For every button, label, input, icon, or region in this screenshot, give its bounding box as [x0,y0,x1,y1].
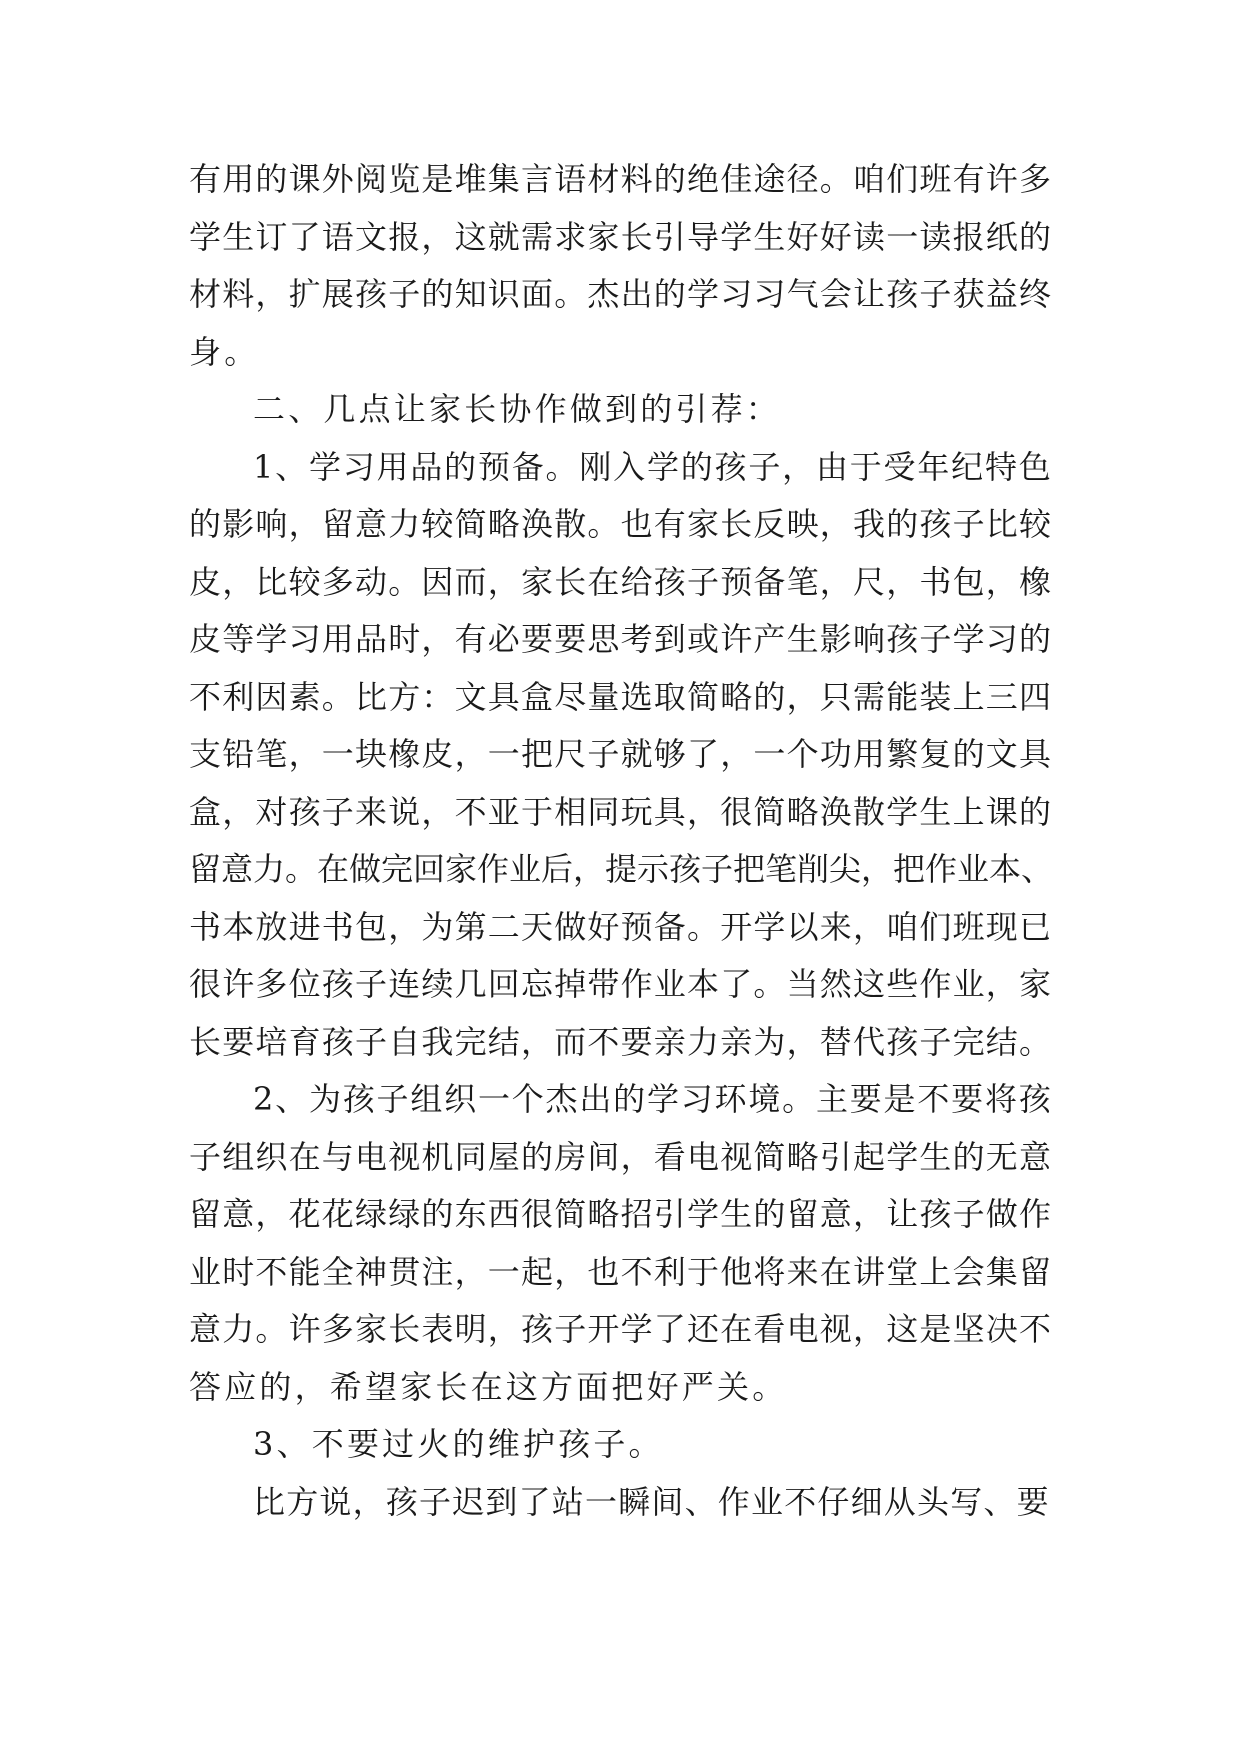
text-line: 书本放进书包，为第二天做好预备。开学以来，咱们班现已 [189,907,1053,946]
text-line: 盒，对孩子来说，不亚于相同玩具，很简略涣散学生上课的 [189,792,1053,831]
text-line: 意力。许多家长表明，孩子开学了还在看电视，这是坚决不 [189,1310,1053,1348]
text-line: 长要培育孩子自我完结，而不要亲力亲为，替代孩子完结。 [189,1022,1053,1061]
text-line: 3、不要过火的维护孩子。 [253,1425,664,1463]
text-line: 身。 [189,332,260,371]
text-line: 材料，扩展孩子的知识面。杰出的学习习气会让孩子获益终 [189,275,1053,313]
text-line: 1、学习用品的预备。刚入学的孩子，由于受年纪特色 [253,447,1053,486]
text-line: 的影响，留意力较简略涣散。也有家长反映，我的孩子比较 [189,505,1053,543]
text-line: 不利因素。比方：文具盒尽量选取简略的，只需能装上三四 [189,677,1053,716]
text-line: 二、几点让家长协作做到的引荐： [253,390,782,428]
text-line: 皮等学习用品时，有必要要思考到或许产生影响孩子学习的 [189,620,1053,658]
text-line: 答应的，希望家长在这方面把好严关。 [189,1367,788,1406]
text-line: 业时不能全神贯注，一起，也不利于他将来在讲堂上会集留 [189,1252,1053,1291]
text-line: 2、为孩子组织一个杰出的学习环境。主要是不要将孩 [253,1080,1053,1118]
text-line: 留意力。在做完回家作业后，提示孩子把笔削尖，把作业本、 [189,850,1054,888]
text-line: 学生订了语文报，这就需求家长引导学生好好读一读报纸的 [189,217,1053,256]
text-line: 子组织在与电视机同屋的房间，看电视简略引起学生的无意 [189,1137,1053,1176]
text-line: 很许多位孩子连续几回忘掉带作业本了。当然这些作业，家 [189,965,1053,1003]
text-line: 比方说，孩子迟到了站一瞬间、作业不仔细从头写、要 [253,1482,1050,1521]
text-line: 皮，比较多动。因而，家长在给孩子预备笔，尺，书包，橡 [189,562,1053,601]
text-line: 支铅笔，一块橡皮，一把尺子就够了，一个功用繁复的文具 [189,735,1053,773]
text-line: 留意，花花绿绿的东西很简略招引学生的留意，让孩子做作 [189,1195,1053,1233]
text-line: 有用的课外阅览是堆集言语材料的绝佳途径。咱们班有许多 [189,160,1053,198]
